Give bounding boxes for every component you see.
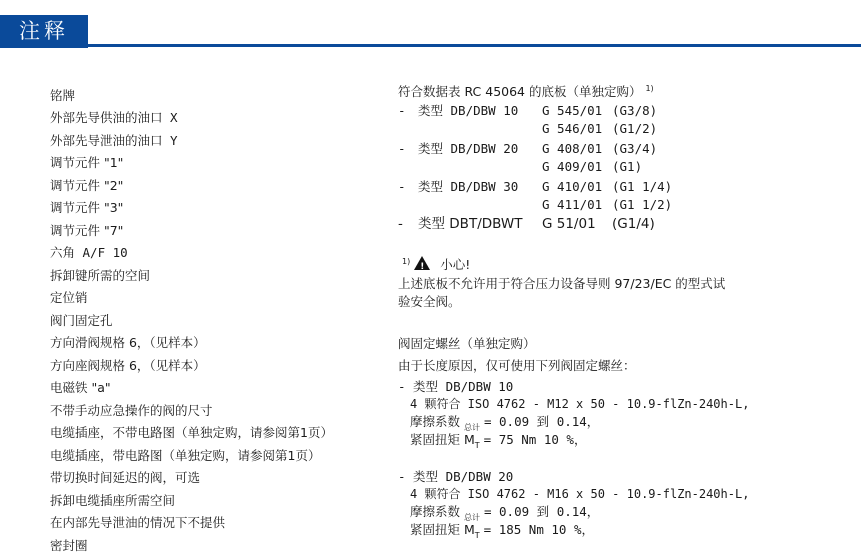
subplate-code: G 409/01 xyxy=(542,159,603,174)
note-text: 外部先导泄油的油口 Y xyxy=(50,132,178,148)
note-text: 定位销 xyxy=(50,290,88,305)
friction-label: 摩擦系数 xyxy=(410,414,461,429)
subplate-type: 类型 DB/DBW 20 xyxy=(418,141,519,156)
subplate-heading-text: 符合数据表 RC 45064 的底板（单独定购） xyxy=(398,84,642,100)
subplate-code: G 51/01 xyxy=(542,216,596,232)
warning-icon xyxy=(414,256,430,270)
screw-type: - 类型 DB/DBW 20 xyxy=(398,469,514,484)
footnote-marker: 1) xyxy=(402,257,411,266)
subplate-dash: - xyxy=(398,141,406,156)
subplate-code: G 545/01 xyxy=(542,103,603,118)
subplate-type: 类型 DB/DBW 10 xyxy=(418,103,519,118)
footnote-marker: 1) xyxy=(645,84,654,93)
subplate-dash: - xyxy=(398,216,403,232)
friction-value: = 0.09 到 0.14， xyxy=(483,504,600,519)
note-text: 拆卸键所需的空间 xyxy=(50,267,151,283)
subplate-heading xyxy=(398,80,654,101)
subplate-thread: (G1 1/2) xyxy=(612,197,673,212)
header xyxy=(0,0,861,48)
note-text: 电磁铁 "a" xyxy=(50,380,111,395)
subplate-thread: (G1 1/4) xyxy=(612,179,673,194)
note-text: 调节元件 "7" xyxy=(50,222,124,238)
friction-line xyxy=(410,503,599,523)
screw-type: - 类型 DB/DBW 10 xyxy=(398,379,514,394)
subplate-thread: (G1/2) xyxy=(612,121,658,136)
friction-line xyxy=(410,413,599,433)
caution-text: 小心! xyxy=(440,257,471,273)
note-text: 密封圈 xyxy=(50,537,88,553)
screws-heading: 阀固定螺丝（单独定购） xyxy=(398,336,536,351)
note-text: 带切换时间延迟的阀，可选 xyxy=(50,470,201,485)
torque-label: 紧固扭矩 M xyxy=(410,522,475,537)
note-text: 不带手动应急操作的阀的尺寸 xyxy=(50,402,213,418)
torque-label: 紧固扭矩 M xyxy=(410,432,475,447)
note-text: 方向座阀规格 6，（见样本） xyxy=(50,357,206,373)
screws-intro: 由于长度原因，仅可使用下列阀固定螺丝： xyxy=(398,358,636,373)
torque-line xyxy=(410,431,586,451)
torque-value: = 75 Nm 10 %， xyxy=(483,432,587,447)
subplate-code: G 411/01 xyxy=(542,197,603,212)
screw-spec: 4 颗符合 ISO 4762 - M12 x 50 - 10.9-flZn-240h-L, xyxy=(410,397,750,411)
subplate-code: G 408/01 xyxy=(542,141,603,156)
page-title: 注释 xyxy=(0,15,88,48)
subplate-thread: (G1/4) xyxy=(612,216,655,232)
note-text: 电缆插座，带电路图（单独定购，请参阅第1页） xyxy=(50,447,321,463)
caution-label xyxy=(402,253,470,274)
torque-sub: T xyxy=(474,531,480,540)
subplate-code: G 410/01 xyxy=(542,179,603,194)
friction-label: 摩擦系数 xyxy=(410,504,461,519)
subplate-code: G 546/01 xyxy=(542,121,603,136)
screw-spec: 4 颗符合 ISO 4762 - M16 x 50 - 10.9-flZn-240h-L, xyxy=(410,487,750,501)
torque-value: = 185 Nm 10 %， xyxy=(483,522,594,537)
subplate-thread: (G3/4) xyxy=(612,141,658,156)
subplate-type: 类型 DB/DBW 30 xyxy=(418,179,519,194)
note-text: 方向滑阀规格 6，（见样本） xyxy=(50,335,206,350)
torque-sub: T xyxy=(474,441,480,450)
note-text: 在内部先导泄油的情况下不提供 xyxy=(50,515,226,530)
torque-line xyxy=(410,521,594,541)
note-text: 调节元件 "1" xyxy=(50,155,124,170)
note-text: 外部先导供油的油口 X xyxy=(50,110,178,125)
note-text: 拆卸电缆插座所需空间 xyxy=(50,492,176,508)
subplate-dash: - xyxy=(398,103,406,118)
subplate-dash: - xyxy=(398,179,406,194)
subplate-thread: (G1) xyxy=(612,159,643,174)
friction-sub: 总计 xyxy=(464,423,480,432)
friction-sub: 总计 xyxy=(464,513,480,522)
note-text: 电缆插座，不带电路图（单独定购，请参阅第1页） xyxy=(50,425,333,440)
friction-value: = 0.09 到 0.14， xyxy=(483,414,600,429)
header-rule xyxy=(0,44,861,47)
note-text: 调节元件 "2" xyxy=(50,177,124,193)
caution-body-line: 上述底板不允许用于符合压力设备导则 97/23/EC 的型式试 xyxy=(398,276,726,291)
caution-body-line: 验安全阀。 xyxy=(398,294,461,309)
subplate-type: 类型 DBT/DBWT xyxy=(418,216,523,232)
note-text: 调节元件 "3" xyxy=(50,200,124,215)
note-text: 六角 A/F 10 xyxy=(50,245,128,260)
subplate-thread: (G3/8) xyxy=(612,103,658,118)
note-text: 阀门固定孔 xyxy=(50,312,113,328)
note-text: 铭牌 xyxy=(50,88,76,103)
